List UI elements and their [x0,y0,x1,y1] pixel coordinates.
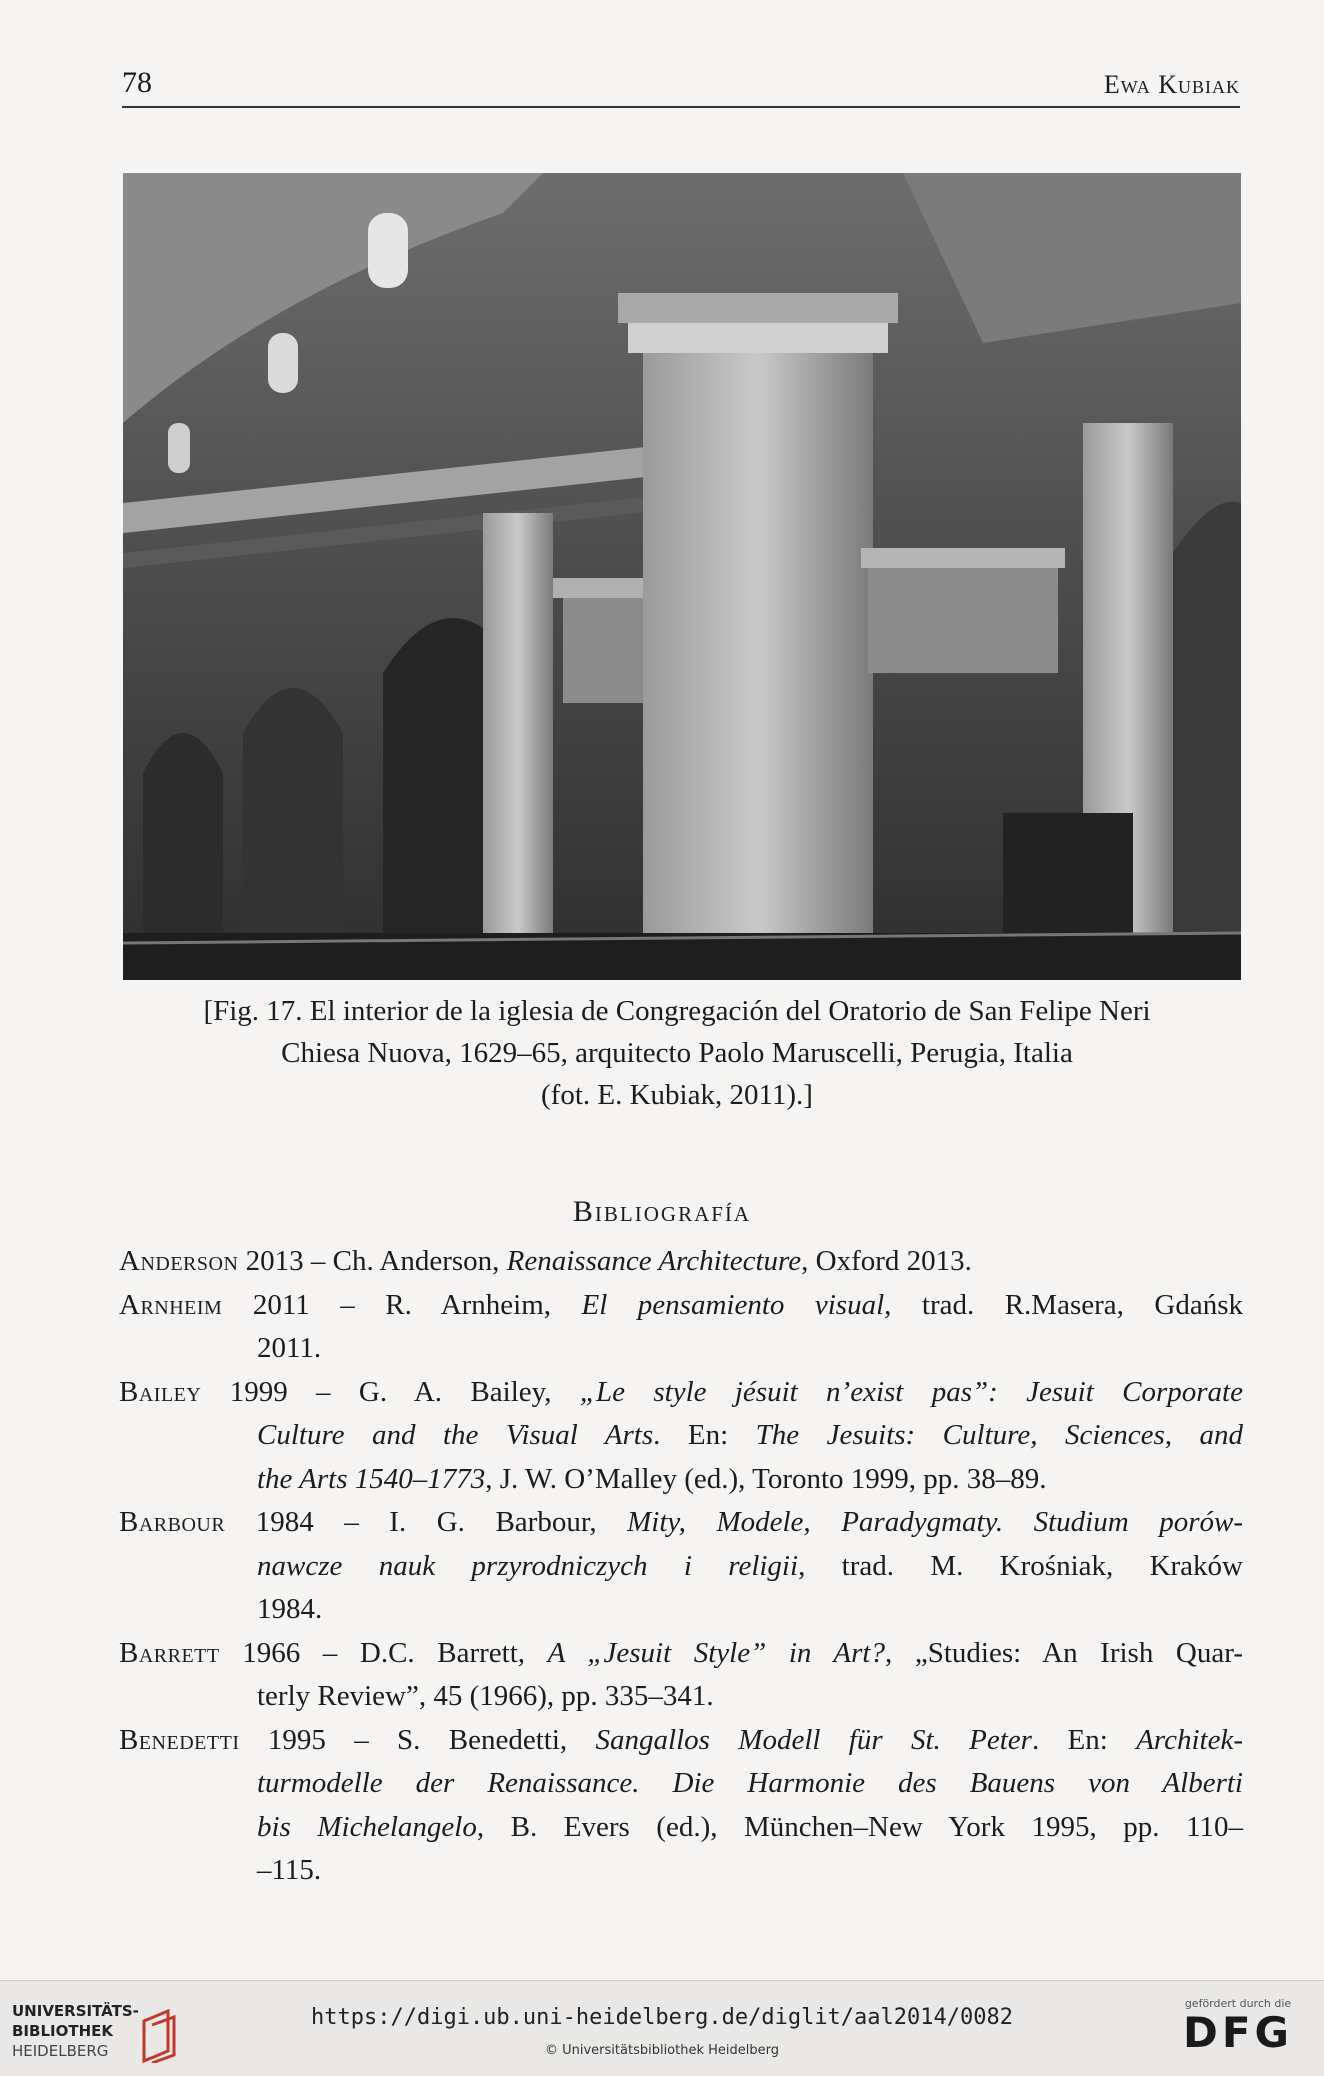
bibliography-line [119,1849,1243,1893]
reference-text: 1966 – D.C. Barrett, [219,1636,548,1669]
reference-text: 1984. [257,1593,323,1625]
work-title: Architek- [1136,1723,1243,1756]
bibliography-line [119,1545,1243,1589]
reference-text: , B. Evers (ed.), München–New York 1995, pp. 110– [476,1810,1243,1843]
bibliography-line [119,1327,1243,1371]
work-title: the Arts 1540–1773 [257,1462,486,1495]
reference-text: 2013 – Ch. Anderson, [238,1245,507,1277]
author-key: Arnheim [119,1288,223,1321]
bibliography-entry [119,1501,1243,1632]
footer-bar [0,1980,1324,2076]
bibliography-line [119,1240,1243,1284]
reference-text: 1999 – G. A. Bailey, [201,1375,580,1408]
reference-text: , Oxford 2013. [801,1245,972,1277]
work-title: A „Jesuit Style” in Art? [547,1636,885,1669]
work-title: Mity, Modele, Paradygmaty. Studium porów- [627,1506,1243,1538]
work-title: The Jesuits: Culture, Sciences, and [755,1419,1243,1451]
author-key: Barbour [119,1506,226,1538]
reference-text: , trad. M. Krośniak, Kraków [798,1549,1243,1582]
reference-text: . En: [1031,1723,1137,1756]
dfg-logo [1168,1997,1308,2056]
header-rule [122,106,1240,108]
bibliography-entry [119,1719,1243,1893]
copyright-notice: © Universitätsbibliothek Heidelberg [544,2043,779,2058]
work-title: Culture and the Visual Arts [257,1419,654,1451]
dfg-mark: DFG [1182,2008,1294,2057]
reference-text: –115. [257,1854,322,1886]
author-key: Barrett [119,1636,220,1669]
work-title: „Le style jésuit n’exist pas”: Jesuit Corporate [579,1375,1243,1408]
funding-note: gefördert durch die [1184,1997,1292,2010]
reference-text: . En: [653,1419,756,1451]
work-title: Sangallos Modell für St. Peter [595,1723,1032,1756]
figure-caption [110,990,1244,1116]
section-title: Bibliografía [572,1195,752,1228]
document-url-link[interactable]: https://digi.ub.uni-heidelberg.de/diglit/aal2014/0082 [311,2005,1013,2030]
page-number: 78 [122,66,152,99]
church-interior-photo [123,173,1241,980]
bibliography-entry [119,1240,1243,1284]
bibliography-entry [119,1632,1243,1719]
library-name: UNIVERSITÄTS- BIBLIOTHEK HEIDELBERG [12,2002,139,2060]
caption-line: Chiesa Nuova, 1629–65, arquitecto Paolo Maruscelli, Perugia, Italia [281,1037,1073,1069]
work-title: Renaissance Architecture [506,1245,802,1277]
author-key: Anderson [119,1245,239,1277]
bibliography-line [119,1762,1243,1806]
bibliography-line [119,1675,1243,1719]
author-key: Benedetti [119,1723,240,1756]
reference-text: , trad. R.Masera, Gdańsk [884,1288,1243,1321]
bibliography-line [119,1458,1243,1502]
reference-text: terly Review”, 45 (1966), pp. 335–341. [257,1680,714,1712]
bibliography-line [119,1371,1243,1415]
caption-line: (fot. E. Kubiak, 2011).] [541,1079,813,1111]
bibliography-line [119,1284,1243,1328]
reference-text: 2011. [257,1332,322,1364]
running-head-author: Ewa Kubiak [1103,70,1240,99]
bibliography-line [119,1632,1243,1676]
work-title: bis Michelangelo [257,1810,477,1843]
reference-text: 2011 – R. Arnheim, [222,1288,582,1321]
caption-line: [Fig. 17. El interior de la iglesia de Congregación del Oratorio de San Felipe Neri [203,995,1151,1027]
bibliography-line [119,1588,1243,1632]
work-title: nawcze nauk przyrodniczych i religii [257,1549,799,1582]
bibliography-list [119,1240,1243,1893]
work-title: El pensamiento visual [581,1288,885,1321]
work-title: turmodelle der Renaissance. Die Harmonie des Bauens von Alberti [257,1767,1243,1799]
author-key: Bailey [119,1375,202,1408]
bibliography-entry [119,1284,1243,1371]
bibliography-line [119,1414,1243,1458]
reference-text: 1984 – I. G. Barbour, [225,1506,628,1538]
bibliography-line [119,1806,1243,1850]
reference-text: , „Studies: An Irish Quar- [885,1636,1243,1669]
bibliography-entry [119,1371,1243,1502]
bibliography-line [119,1719,1243,1763]
reference-text: 1995 – S. Benedetti, [239,1723,596,1756]
bibliography-line [119,1501,1243,1545]
running-head [122,66,1240,106]
reference-text: , J. W. O’Malley (ed.), Toronto 1999, pp. 38–89. [485,1462,1047,1495]
